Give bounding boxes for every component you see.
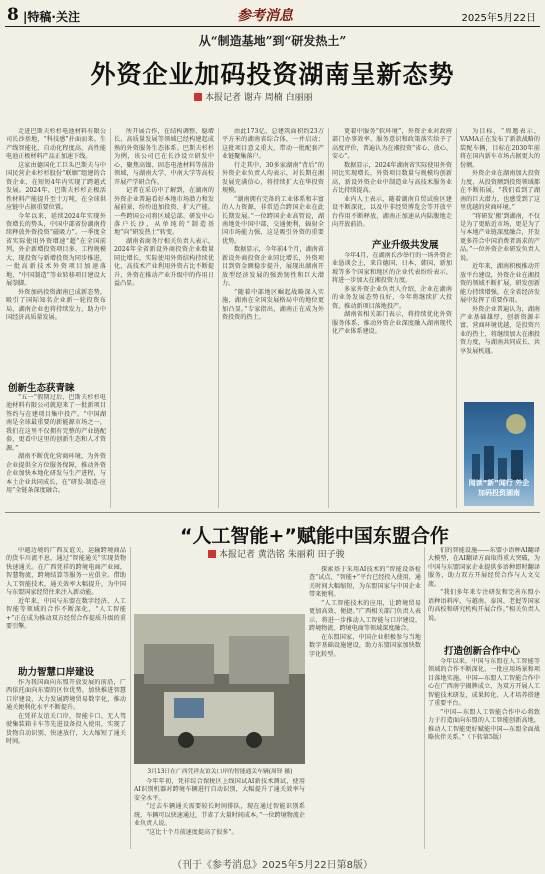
photo-caption: 3月13日在广西凭祥友谊关口岸的智能通关车辆(周铎 摄) xyxy=(147,769,293,775)
column-rule xyxy=(328,128,329,508)
paragraph: 中越边境的广西友谊关，运输跨境商品的货车川流不息，通过“智能通关”实现货物快速通关。在广西凭祥的跨境电商产业园，智慧物流、跨境结算等服务一应俱全。借助人工智能技术，通关效率大幅提升，为中国与东盟国家经贸往来注入新动能。 xyxy=(6,547,126,597)
inset-caption: 阅读“新”闻行 外企加码投资湖南 xyxy=(468,479,530,497)
paragraph: 在凭祥友谊关口岸，智能卡口、无人驾驶集装箱卡车等先进设备投入使用，实现了货物自动识别、快速放行，大大缩短了通关时间。 xyxy=(6,712,126,746)
paragraph: 为目标，“周邀表示，VAMA正在发布了新款战略的装配车辆，目标在2030年前将在国内新车市场占据更大的份额。 xyxy=(460,128,540,169)
article-divider xyxy=(5,512,540,513)
article2-col1 xyxy=(6,547,126,663)
article2-col3 xyxy=(309,566,421,849)
paragraph: 今年4月，在湖南长沙举行的一场外资企业恳谈会上，来自德国、日本、韩国、新加坡等多个国家和地区的企业代表纷纷表示，将进一步加大在湘投资力度。 xyxy=(332,252,452,285)
paragraph: 多家外资企业负责人介绍，企业在湖南的业务发展态势良好，今年将继续扩大投资，推动新项目落地投产。 xyxy=(332,285,452,310)
paragraph: 由此173亿，总建筑面积约23万平方米的湖南省综合体，一并启动；这批项目意义重大，带动一批配套产业链聚集落户。 xyxy=(222,128,324,161)
paper-logo: 参考消息 xyxy=(237,8,293,24)
paragraph: 数据显示，今年前4个月，湖南省新设外商投资企业同比增长，外资项目到资金额稳步提升，展现出湖南开放型经济发展的强劲韧性和巨大潜力。 xyxy=(222,246,324,288)
paragraph: “将研发‘搬’到湖南，不仅是为了更贴近市场，更是为了与本地产业链深度融合，开发更多符合中国消费者需求的产品。”一位外资企业研发负责人说。 xyxy=(460,212,540,262)
paragraph: “这比十个月前速度提高了很多”。 xyxy=(146,828,238,836)
paragraph: 近年来，中国与东盟在数字经济、人工智能等领域的合作不断深化，“人工智能+”正在成为推动双方经贸合作提质升级的重要引擎。 xyxy=(6,597,126,631)
paragraph: 今年以来，中国与东盟在人工智能等领域的合作不断深化，一批应用场景和项目落地实施。中国—东盟人工智能合作中心在广西南宁揭牌成立，为双方开展人工智能技术研发、成果转化、人才培养搭建了重要平台。 xyxy=(428,658,540,708)
column-rule xyxy=(130,547,131,849)
paragraph: 今年以来，延续2024年实现外资增长的势头，中国中部省份湖南持续释放外资投资“磁吸力”。一季度全省实际使用外资增速“超”在全国前列，外企新增投资项目多、工程规模大，现投资与新增投资为同步推进，一批高新技术外资项目加速落地，“中国制造”等业转移项目建设大展拳脚。 xyxy=(6,212,106,288)
paragraph: 更着中服务“软环境”，外资企业对政府部门办事效率、服务意识和政策落实给予了高度评价，普遍认为在湘投资“省心、放心、安心”。 xyxy=(332,128,452,161)
page-header xyxy=(5,4,540,27)
article1-col3 xyxy=(222,128,324,508)
paragraph: 外资企业在湖南加大投资力度，从投资额到投资领域都在不断拓展，“我们看到了湖南的巨大潜力，也感受到了这里优越的营商环境。” xyxy=(460,170,540,212)
page-number: 8 xyxy=(7,5,19,25)
paragraph: “我们多年来专注研发和完善东盟小语种语料库，与越南、泰国、老挝等国家的高校和研究机构开展合作。”相关负责人说。 xyxy=(428,589,540,622)
article1-subhead-1: 创新生态获青睐 xyxy=(8,383,75,394)
article2-byline xyxy=(208,547,345,560)
paragraph: 这家由德国化工巨头巴斯夫与中国民营企业杉杉股份“联姻”组建的合资企业，在短短4年内实现了跨越式发展。2024年，巴斯夫杉杉正极活性材料产能提升至十万吨，在全球供应链中占据重要位置。 xyxy=(6,161,106,212)
paragraph: 探索基于采用AI技术的“智能设备检查”试点，“智能+”平台已经投入使用，通关时间大幅缩短，为东盟国家与中国企业带来便利。 xyxy=(309,566,421,599)
paragraph: 外资企业普遍认为，湖南产业基础雄厚、创新资源丰富、营商环境优越，是投资兴业的热土，将继续加大在湘投资力度，与湖南共同成长、共享发展机遇。 xyxy=(460,305,540,355)
article2-subhead-1: 助力智慧口岸建设 xyxy=(18,667,95,678)
article2-subhead-2: 打造创新合作中心 xyxy=(444,646,521,657)
article1-kicker: 从“制造基地”到“研发热土” xyxy=(198,34,347,48)
article2-col4b xyxy=(428,658,540,849)
paragraph: 们的智能设施——东盟小语种AI翻译大模型，在AI翻译方面取得重大突破，为中国与东盟国家企业提供多语种即时翻译服务，助力双方开展经贸合作与人文交流。 xyxy=(428,547,540,588)
article1-col1 xyxy=(6,128,106,378)
paragraph: 记者在采访中了解到，在湖南的外资企业普遍看好本地市场潜力和发展前景，纷纷追加投资、扩大产能。一些跨国公司将区域总部、研发中心落户长沙，从单纯的“制造基地”向“研发热土”转变。 xyxy=(114,187,214,237)
paragraph: 在东盟国家，中国企业积极参与当地数字基础设施建设，助力东盟国家加快数字化转型。 xyxy=(309,633,421,658)
paragraph: “湖南拥有完备的工业体系和丰富的人力资源，非常适合跨国企业在此长期发展。”一位跨国企业高管说，湖南地处中国中部，交通便利，辐射全国市场能力强，这是吸引外资的重要优势。 xyxy=(222,195,324,245)
article1-col4 xyxy=(332,128,452,246)
article1-col1b xyxy=(6,394,106,508)
paragraph: 行走其中，30多家湖南“背后”的外资企业负责人均表示，对长期在湘发展充满信心，将持续扩大在华投资规模。 xyxy=(222,161,324,195)
article1-col5 xyxy=(460,128,540,396)
column-rule xyxy=(218,128,219,508)
paragraph: 作为我国面向东盟开放发展的前沿，广西依托面向东盟的区位优势，加快推进智慧口岸建设，大力发展跨境贸易数字化，推动通关便利化水平不断提升。 xyxy=(6,679,126,712)
paragraph: “五一”假期过后，巴斯夫杉杉电池材料有限公司就迎来了一批新项目签约与在建项目集中投产。“中国湖南是全球最重要的新能源市场之一，我们在这里不仅拥有完整的产业链配套，更看中这里的创新生态和人才资源。” xyxy=(6,394,106,452)
paragraph: “随着中部地区崛起战略深入实施，湖南在全国发展格局中的地位更加凸显。”专家指出，湖南正在成为外资投资的热土。 xyxy=(222,288,324,321)
paragraph: 外资加码投资湖南已成新态势，吸引了国际知名企业新一轮投资布局，湖南企业也将持续发力，助力中国经济高质量发展。 xyxy=(6,288,106,321)
column-rule xyxy=(424,547,425,849)
article1-subhead-3: 产业升级共发展 xyxy=(372,240,439,251)
byline-marker-icon xyxy=(208,550,216,558)
article1-byline xyxy=(194,90,313,103)
article1-headline: 外资企业加码投资湖南呈新态势 xyxy=(90,60,455,89)
paragraph: 今年年初，凭祥综合保税区上线国试AI新技术测试，使用AI识别机器对跨境车辆进行自动识别，大幅提升了通关效率与安全水平。 xyxy=(134,778,305,802)
article2-col2 xyxy=(134,778,305,850)
byline-text: 本报记者 谢卉 周楠 白丽丽 xyxy=(205,93,313,103)
section-label: |特稿·关注 xyxy=(23,10,80,24)
news-photo xyxy=(134,614,305,764)
article1-col4b xyxy=(332,252,452,508)
article2-col1b xyxy=(6,679,126,849)
article1-col2 xyxy=(114,128,214,488)
reading-column-inset xyxy=(464,402,534,506)
article2-col4 xyxy=(428,547,540,639)
article2-headline: “人工智能+”赋能中国东盟合作 xyxy=(180,525,449,547)
paragraph: “中国—东盟人工智能合作中心将致力于打造面向东盟的人工智能创新高地，推动人工智能更好赋能中国—东盟全面战略伙伴关系。”（下转第5版） xyxy=(428,708,540,742)
paragraph: 近年来，湖南积极推动开放平台建设，外资企业在湘投资的领域不断扩展，研发创新能力持续增强，在全省经济发展中发挥了重要作用。 xyxy=(460,263,540,305)
paragraph: 湖南不断优化营商环境，为外资企业提供全方位服务保障，推动外资企业加快本地化研发与生产进程，与本土企业共同成长，在“研发-制造-应用”全链条深度融合。 xyxy=(6,453,106,494)
issue-date: 2025年5月22日 xyxy=(461,13,536,24)
paragraph: “人工智能技术的应用，让跨境贸易更加高效、便捷。”广西相关部门负责人表示，将进一步推动人工智能与口岸建设、跨境物流、跨境电商等领域深度融合。 xyxy=(309,599,421,633)
paragraph: 走进巴斯夫杉杉电池材料有限公司长沙基地，“科技感”扑面而来。生产线智能化、自动化程度高，高性能电池正极材料产品正加速下线。 xyxy=(6,128,106,161)
byline-text: 本报记者 黄浩铭 朱丽莉 田子骏 xyxy=(219,550,345,560)
byline-marker-icon xyxy=(194,93,202,101)
column-rule xyxy=(456,128,457,508)
paragraph: 所开展合作，在结构调整、稳增长、高质量发展等领域已经构建起成熟的外资服务生态体系。巴斯夫杉杉为例，该公司已在长沙设立研发中心，聚焦高镍、固态电池材料等前沿领域，与湖南大学、中南大学等高校开展产学研合作。 xyxy=(114,128,214,186)
column-rule xyxy=(110,128,111,508)
paragraph: 数据显示，2024年湖南省实际使用外资同比实现增长，外资项目数量与规模均创新高，新设外资企业中制造业与高技术服务业占比持续提高。 xyxy=(332,161,452,195)
photo-graphic xyxy=(134,614,305,764)
paragraph: 湖南省商务厅相关负责人表示，2024年全省新设外商投资企业数量同比增长，实际使用外资结构持续优化，高技术产业利用外资占比不断提升，外资在推动产业升级中的作用日益凸显。 xyxy=(114,237,214,288)
publication-footer: （刊于《参考消息》2025年5月22日第8版） xyxy=(172,860,373,871)
paragraph: 业内人士表示，随着湖南自贸试验区建设不断深化，以及中非经贸博览会等开放平台作用不断释放，湖南正加速从内陆腹地走向开放前沿。 xyxy=(332,195,452,228)
paragraph: “过去车辆通关需要较长时间排队，现在通过智能识别系统，车辆可以快速通过，节省了大量时间成本。”一位跨境物流企业负责人说。 xyxy=(134,803,305,828)
paragraph: 湖南省相关部门表示，将持续优化外资服务体系，推动外资企业深度融入湖南现代化产业体系建设。 xyxy=(332,311,452,336)
